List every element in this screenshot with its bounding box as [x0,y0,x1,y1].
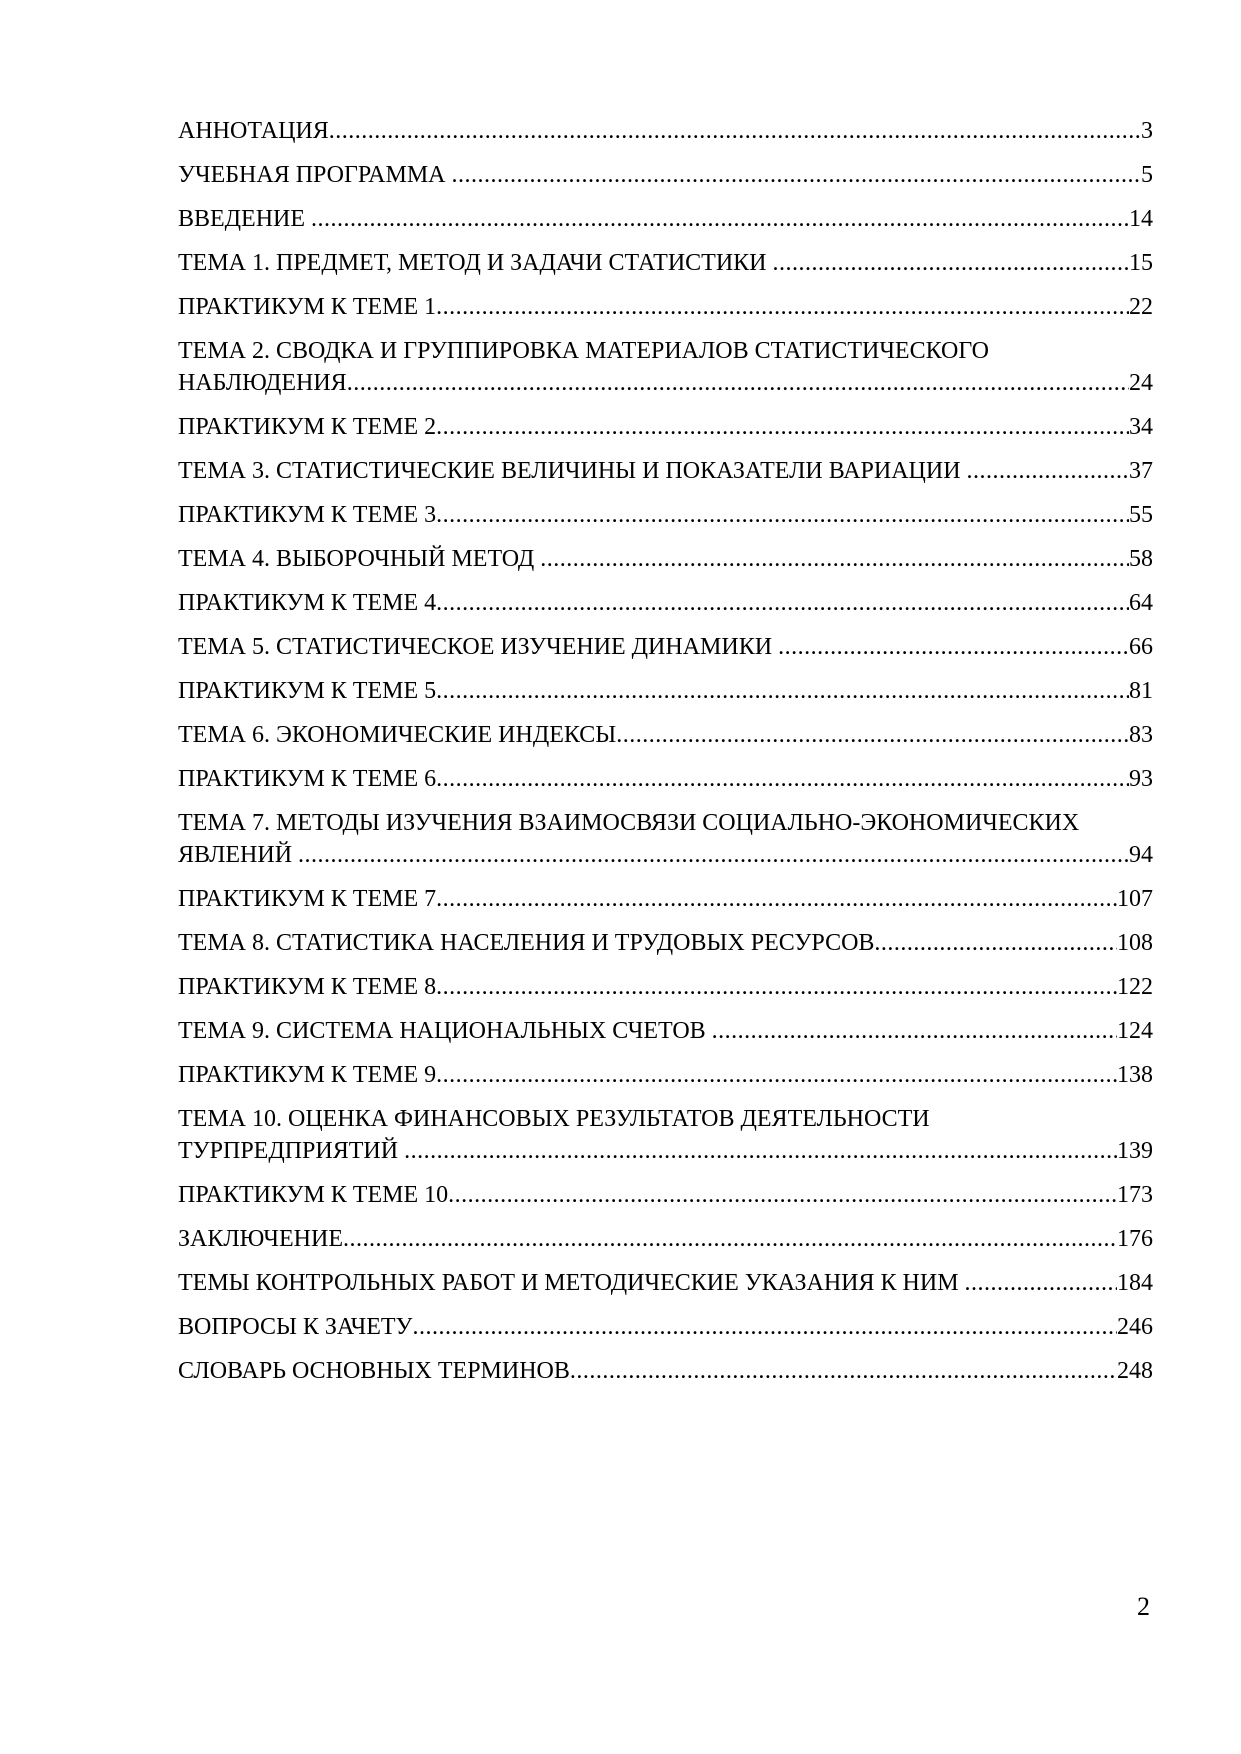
toc-entry-page: 139 [1117,1138,1153,1164]
toc-entry-title: ПРАКТИКУМ К ТЕМЕ 8 [178,974,437,1000]
toc-entry-page: 124 [1117,1018,1153,1044]
toc-entry-title: ТЕМА 5. СТАТИСТИЧЕСКОЕ ИЗУЧЕНИЕ ДИНАМИКИ [178,634,779,660]
toc-entry[interactable] [178,675,1153,707]
toc-entry-title: НАБЛЮДЕНИЯ [178,370,347,396]
toc-entry-line [178,203,1153,235]
toc-entry-title: ЗАКЛЮЧЕНИЕ [178,1226,343,1252]
toc-entry-line [178,115,1153,147]
toc-entry[interactable] [178,455,1153,487]
dot-leader [404,1135,1117,1167]
dot-leader [436,883,1117,915]
toc-entry-title: ПРАКТИКУМ К ТЕМЕ 1 [178,294,437,320]
toc-entry-title-line1: ТЕМА 10. ОЦЕНКА ФИНАНСОВЫХ РЕЗУЛЬТАТОВ ДЕЯТЕЛЬНОСТИ [178,1106,930,1132]
toc-entry-title: СЛОВАРЬ ОСНОВНЫХ ТЕРМИНОВ [178,1358,570,1384]
toc-entry-title: ТЕМА 4. ВЫБОРОЧНЫЙ МЕТОД [178,546,541,572]
dot-leader [540,543,1129,575]
toc-entry-title: ТУРПРЕДПРИЯТИЙ [178,1138,405,1164]
toc-entry-page: 5 [1141,162,1153,188]
dot-leader [311,203,1129,235]
dot-leader [712,1015,1117,1047]
toc-entry-line [178,883,1153,915]
dot-leader [436,763,1129,795]
toc-entry-title: АННОТАЦИЯ [178,118,329,144]
toc-entry-page: 94 [1129,842,1153,868]
toc-entry-page: 66 [1129,634,1153,660]
toc-entry[interactable] [178,587,1153,619]
toc-entry[interactable] [178,1223,1153,1255]
toc-entry-page: 14 [1129,206,1153,232]
toc-entry[interactable] [178,763,1153,795]
dot-leader [874,927,1117,959]
toc-entry-title: ВВЕДЕНИЕ [178,206,312,232]
toc-entry-title: ПРАКТИКУМ К ТЕМЕ 7 [178,886,437,912]
dot-leader [436,675,1129,707]
toc-entry[interactable] [178,719,1153,751]
toc-entry-page: 83 [1129,722,1153,748]
toc-entry-line [178,631,1153,663]
toc-entry[interactable] [178,631,1153,663]
toc-entry-line [178,927,1153,959]
toc-entry-page: 173 [1117,1182,1153,1208]
toc-entry-page: 55 [1129,502,1153,528]
toc-entry[interactable] [178,247,1153,279]
toc-entry-page: 184 [1117,1270,1153,1296]
toc-entry-line [178,411,1153,443]
toc-entry-page: 93 [1129,766,1153,792]
toc-entry[interactable] [178,1311,1153,1343]
toc-entry-page: 58 [1129,546,1153,572]
dot-leader [778,631,1129,663]
toc-entry-line [178,1059,1153,1091]
toc-entry[interactable] [178,1103,1153,1167]
toc-entry-title: ПРАКТИКУМ К ТЕМЕ 3 [178,502,437,528]
toc-entry-line [178,763,1153,795]
page-number: 2 [1137,1592,1150,1621]
toc-entry-line [178,247,1153,279]
toc-entry[interactable] [178,411,1153,443]
toc-entry-title: ТЕМА 1. ПРЕДМЕТ, МЕТОД И ЗАДАЧИ СТАТИСТИКИ [178,250,773,276]
toc-entry-line [178,1135,1153,1167]
toc-entry-line [178,367,1153,399]
toc-entry-line [178,1267,1153,1299]
toc-entry-page: 15 [1129,250,1153,276]
toc-entry-page: 22 [1129,294,1153,320]
toc-entry[interactable] [178,159,1153,191]
toc-entry[interactable] [178,1355,1153,1387]
toc-entry-title: ПРАКТИКУМ К ТЕМЕ 5 [178,678,437,704]
toc-entry[interactable] [178,335,1153,399]
toc-entry-line [178,543,1153,575]
toc-entry-line [178,159,1153,191]
toc-entry[interactable] [178,1059,1153,1091]
toc-entry[interactable] [178,1267,1153,1299]
toc-entry[interactable] [178,1015,1153,1047]
toc-entry-title: ПРАКТИКУМ К ТЕМЕ 4 [178,590,437,616]
toc-entry-line [178,587,1153,619]
toc-entry-title: ТЕМЫ КОНТРОЛЬНЫХ РАБОТ И МЕТОДИЧЕСКИЕ УКАЗАНИЯ К НИМ [178,1270,965,1296]
dot-leader [436,1059,1117,1091]
toc-entry-line [178,1015,1153,1047]
toc-entry-line [178,1179,1153,1211]
dot-leader [436,291,1129,323]
toc-entry[interactable] [178,883,1153,915]
toc-entry-title: ТЕМА 9. СИСТЕМА НАЦИОНАЛЬНЫХ СЧЕТОВ [178,1018,712,1044]
toc-entry-title-line1: ТЕМА 2. СВОДКА И ГРУППИРОВКА МАТЕРИАЛОВ СТАТИСТИЧЕСКОГО [178,338,989,364]
toc-entry-line [178,455,1153,487]
toc-entry-page: 108 [1117,930,1153,956]
toc-entry-line [178,719,1153,751]
toc-entry[interactable] [178,1179,1153,1211]
toc-entry-title: ПРАКТИКУМ К ТЕМЕ 2 [178,414,437,440]
toc-entry-title: ЯВЛЕНИЙ [178,842,299,868]
toc-entry[interactable] [178,291,1153,323]
toc-entry-page: 37 [1129,458,1153,484]
toc-entry-line [178,839,1153,871]
toc-entry[interactable] [178,543,1153,575]
dot-leader [436,971,1117,1003]
dot-leader [343,1223,1117,1255]
table-of-contents [178,115,1153,1399]
toc-entry-page: 81 [1129,678,1153,704]
toc-entry[interactable] [178,499,1153,531]
toc-entry-title: ТЕМА 6. ЭКОНОМИЧЕСКИЕ ИНДЕКСЫ [178,722,617,748]
toc-entry-page: 176 [1117,1226,1153,1252]
toc-entry-title: ПРАКТИКУМ К ТЕМЕ 10 [178,1182,449,1208]
dot-leader [967,455,1129,487]
toc-entry-page: 3 [1141,118,1153,144]
dot-leader [452,159,1141,191]
toc-entry-title: ТЕМА 8. СТАТИСТИКА НАСЕЛЕНИЯ И ТРУДОВЫХ РЕСУРСОВ [178,930,875,956]
toc-entry[interactable] [178,971,1153,1003]
toc-entry-line [178,971,1153,1003]
toc-entry-line [178,1355,1153,1387]
dot-leader [773,247,1129,279]
toc-entry-title: УЧЕБНАЯ ПРОГРАММА [178,162,452,188]
toc-entry-line [178,291,1153,323]
toc-entry-title: ПРАКТИКУМ К ТЕМЕ 6 [178,766,437,792]
toc-entry-line [178,499,1153,531]
toc-entry-page: 107 [1117,886,1153,912]
toc-entry-title: ВОПРОСЫ К ЗАЧЕТУ [178,1314,413,1340]
dot-leader [329,115,1141,147]
dot-leader [413,1311,1117,1343]
toc-entry-title: ПРАКТИКУМ К ТЕМЕ 9 [178,1062,437,1088]
dot-leader [347,367,1129,399]
dot-leader [965,1267,1117,1299]
dot-leader [436,587,1129,619]
toc-entry-page: 24 [1129,370,1153,396]
toc-entry[interactable] [178,807,1153,871]
toc-entry-page: 246 [1117,1314,1153,1340]
toc-entry-page: 34 [1129,414,1153,440]
toc-entry-line [178,1223,1153,1255]
toc-entry-line [178,1311,1153,1343]
toc-entry-line [178,675,1153,707]
toc-entry-page: 138 [1117,1062,1153,1088]
toc-entry[interactable] [178,203,1153,235]
dot-leader [570,1355,1117,1387]
toc-entry-title-line1: ТЕМА 7. МЕТОДЫ ИЗУЧЕНИЯ ВЗАИМОСВЯЗИ СОЦИАЛЬНО-ЭКОНОМИЧЕСКИХ [178,810,1080,836]
dot-leader [298,839,1129,871]
toc-entry-title: ТЕМА 3. СТАТИСТИЧЕСКИЕ ВЕЛИЧИНЫ И ПОКАЗАТЕЛИ ВАРИАЦИИ [178,458,967,484]
toc-entry-page: 64 [1129,590,1153,616]
dot-leader [448,1179,1117,1211]
dot-leader [616,719,1129,751]
dot-leader [436,499,1129,531]
toc-entry-page: 248 [1117,1358,1153,1384]
toc-entry[interactable] [178,927,1153,959]
toc-entry-page: 122 [1117,974,1153,1000]
dot-leader [436,411,1129,443]
toc-entry[interactable] [178,115,1153,147]
